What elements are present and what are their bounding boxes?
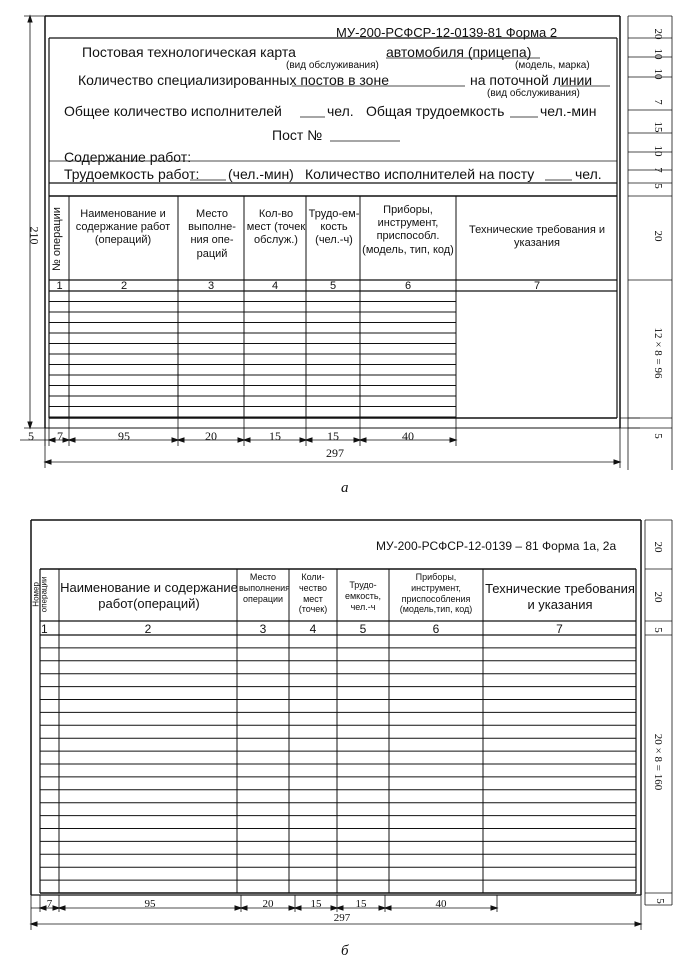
form-a-performers-unit: чел. — [327, 103, 354, 119]
form-a-dim-w5: 15 — [327, 429, 339, 443]
form-a-rdim-9: 12 × 8 = 96 — [652, 327, 664, 379]
form-a-colnum-1: 1 — [56, 280, 63, 292]
form-a-post-performers: Количество исполнителей на посту — [305, 166, 535, 182]
form-a-post-no: Пост № — [272, 127, 323, 143]
form-b-rdim-2: 5 — [652, 627, 664, 633]
form-a-col-4-header: Кол-во мест (точек обслуж.) — [246, 208, 306, 247]
form-b-dim-w4: 15 — [310, 898, 322, 910]
form-b-colnum-2: 2 — [144, 622, 152, 636]
form-b-rdim-4: 5 — [654, 898, 666, 904]
form-b-colnum-4: 4 — [309, 622, 317, 636]
form-a-colnum-4: 4 — [271, 280, 279, 292]
form-a-labor-unit: (чел.-мин) — [228, 166, 294, 182]
form-a-labor: Трудоемкость работ: — [64, 166, 200, 182]
form-b-caption: б — [341, 943, 349, 959]
form-a-colnum-6: 6 — [404, 280, 412, 292]
form-b-code: МУ-200-РСФСР-12-0139 – 81 Форма 1а, 2а — [376, 539, 617, 553]
form-a-rdim-8: 20 — [652, 230, 664, 242]
form-b-rdim-3: 20 × 8 = 160 — [652, 733, 664, 791]
form-a-dim-w1: 7 — [57, 429, 63, 443]
form-b-colnum-7: 7 — [556, 622, 563, 636]
form-a-title-left: Постовая технологическая карта — [82, 44, 296, 60]
form-a-rdim-10: 5 — [652, 433, 664, 439]
form-a-col-6-header: Приборы, инструмент, приспособл. (модель, тип, код) — [362, 204, 454, 256]
form-a-rdim-4: 15 — [652, 121, 664, 133]
form-b-dim-w5: 15 — [355, 898, 367, 910]
form-b-dim-total: 297 — [333, 912, 351, 924]
form-a-dim-w4: 15 — [269, 429, 281, 443]
form-a-rdim-6: 7 — [652, 167, 664, 173]
form-b-col-7-header: Технические требования и указания — [485, 581, 635, 612]
form-b-col-6-header: Приборы, инструмент, приспособления (модель,тип, код) — [399, 572, 473, 615]
form-a-sub-model: (модель, марка) — [515, 60, 590, 71]
form-a-col-7-header: Технические требования и указания — [469, 224, 605, 250]
form-b-col-5-header: Трудо-емкость, чел.-ч — [344, 580, 382, 612]
form-b-rdim-1: 20 — [652, 591, 664, 603]
form-a-col-2-header: Наименование и содержание работ (операций) — [75, 208, 171, 247]
form-b-col-3-header: Место выполнения операции — [239, 572, 291, 604]
form-a-posts-right: на поточной линии — [470, 72, 593, 88]
form-a-dim-w3: 20 — [205, 429, 217, 443]
form-a-sub-type2: (вид обслуживания) — [487, 88, 580, 99]
form-b-colnum-6: 6 — [432, 622, 440, 636]
form-a-dim-w6: 40 — [402, 429, 414, 443]
form-b-dim-w3: 20 — [262, 898, 274, 910]
form-a-rdim-2: 10 — [652, 68, 664, 80]
form-b-col-2-header: Наименование и содержание работ(операций) — [60, 580, 238, 611]
form-b-rdim-0: 20 — [652, 541, 664, 553]
form-a-rdim-0: 20 — [652, 28, 664, 40]
form-b-dim-w1: 7 — [46, 898, 53, 910]
form-a-posts-left: Количество специализированных постов в зоне — [78, 72, 389, 88]
form-a-rdim-1: 10 — [652, 48, 664, 60]
form-a-colnum-5: 5 — [329, 280, 337, 292]
form-a-colnum-2: 2 — [120, 280, 128, 292]
form-a-labor-total-unit: чел.-мин — [540, 103, 597, 119]
form-b-dim-w2: 95 — [144, 898, 156, 910]
form-a-sub-type: (вид обслуживания) — [286, 60, 379, 71]
form-a-col-5-header: Трудо-ем-кость (чел.-ч) — [308, 208, 360, 247]
form-a-post-performers-unit: чел. — [575, 166, 602, 182]
form-a-dim-total: 297 — [326, 446, 344, 460]
form-a-work-content: Содержание работ: — [64, 149, 192, 165]
form-a-performers: Общее количество исполнителей — [64, 103, 282, 119]
form-b-colnum-1: 1 — [41, 622, 48, 636]
form-a-col-1-header: № операции — [51, 207, 63, 271]
form-a-colnum-7: 7 — [533, 280, 541, 292]
form-b-col-4-header: Коли-чество мест (точек) — [298, 572, 328, 615]
form-b-col-1-header: Номер операции — [31, 576, 49, 613]
form-b-dim-w6: 40 — [435, 898, 447, 910]
form-a-title-right: автомобиля (прицепа) — [386, 44, 532, 60]
form-a-dim-height: 210 — [27, 226, 42, 245]
form-a-caption: а — [341, 480, 349, 496]
form-a-dim-w2: 95 — [118, 429, 130, 443]
form-a-rdim-7: 5 — [652, 183, 664, 189]
form-a-colnum-3: 3 — [207, 280, 215, 292]
form-b-colnum-3: 3 — [259, 622, 267, 636]
form-a-rdim-5: 10 — [652, 145, 664, 157]
form-a-labor-total: Общая трудоемкость — [366, 103, 505, 119]
form-a-dim-left-margin: 5 — [28, 429, 34, 443]
form-a-code: МУ-200-РСФСР-12-0139-81 Форма 2 — [336, 25, 558, 40]
form-a-rdim-3: 7 — [652, 99, 664, 105]
form-b-colnum-5: 5 — [359, 622, 367, 636]
form-a-col-3-header: Место выполне-ния опе-раций — [188, 208, 236, 260]
